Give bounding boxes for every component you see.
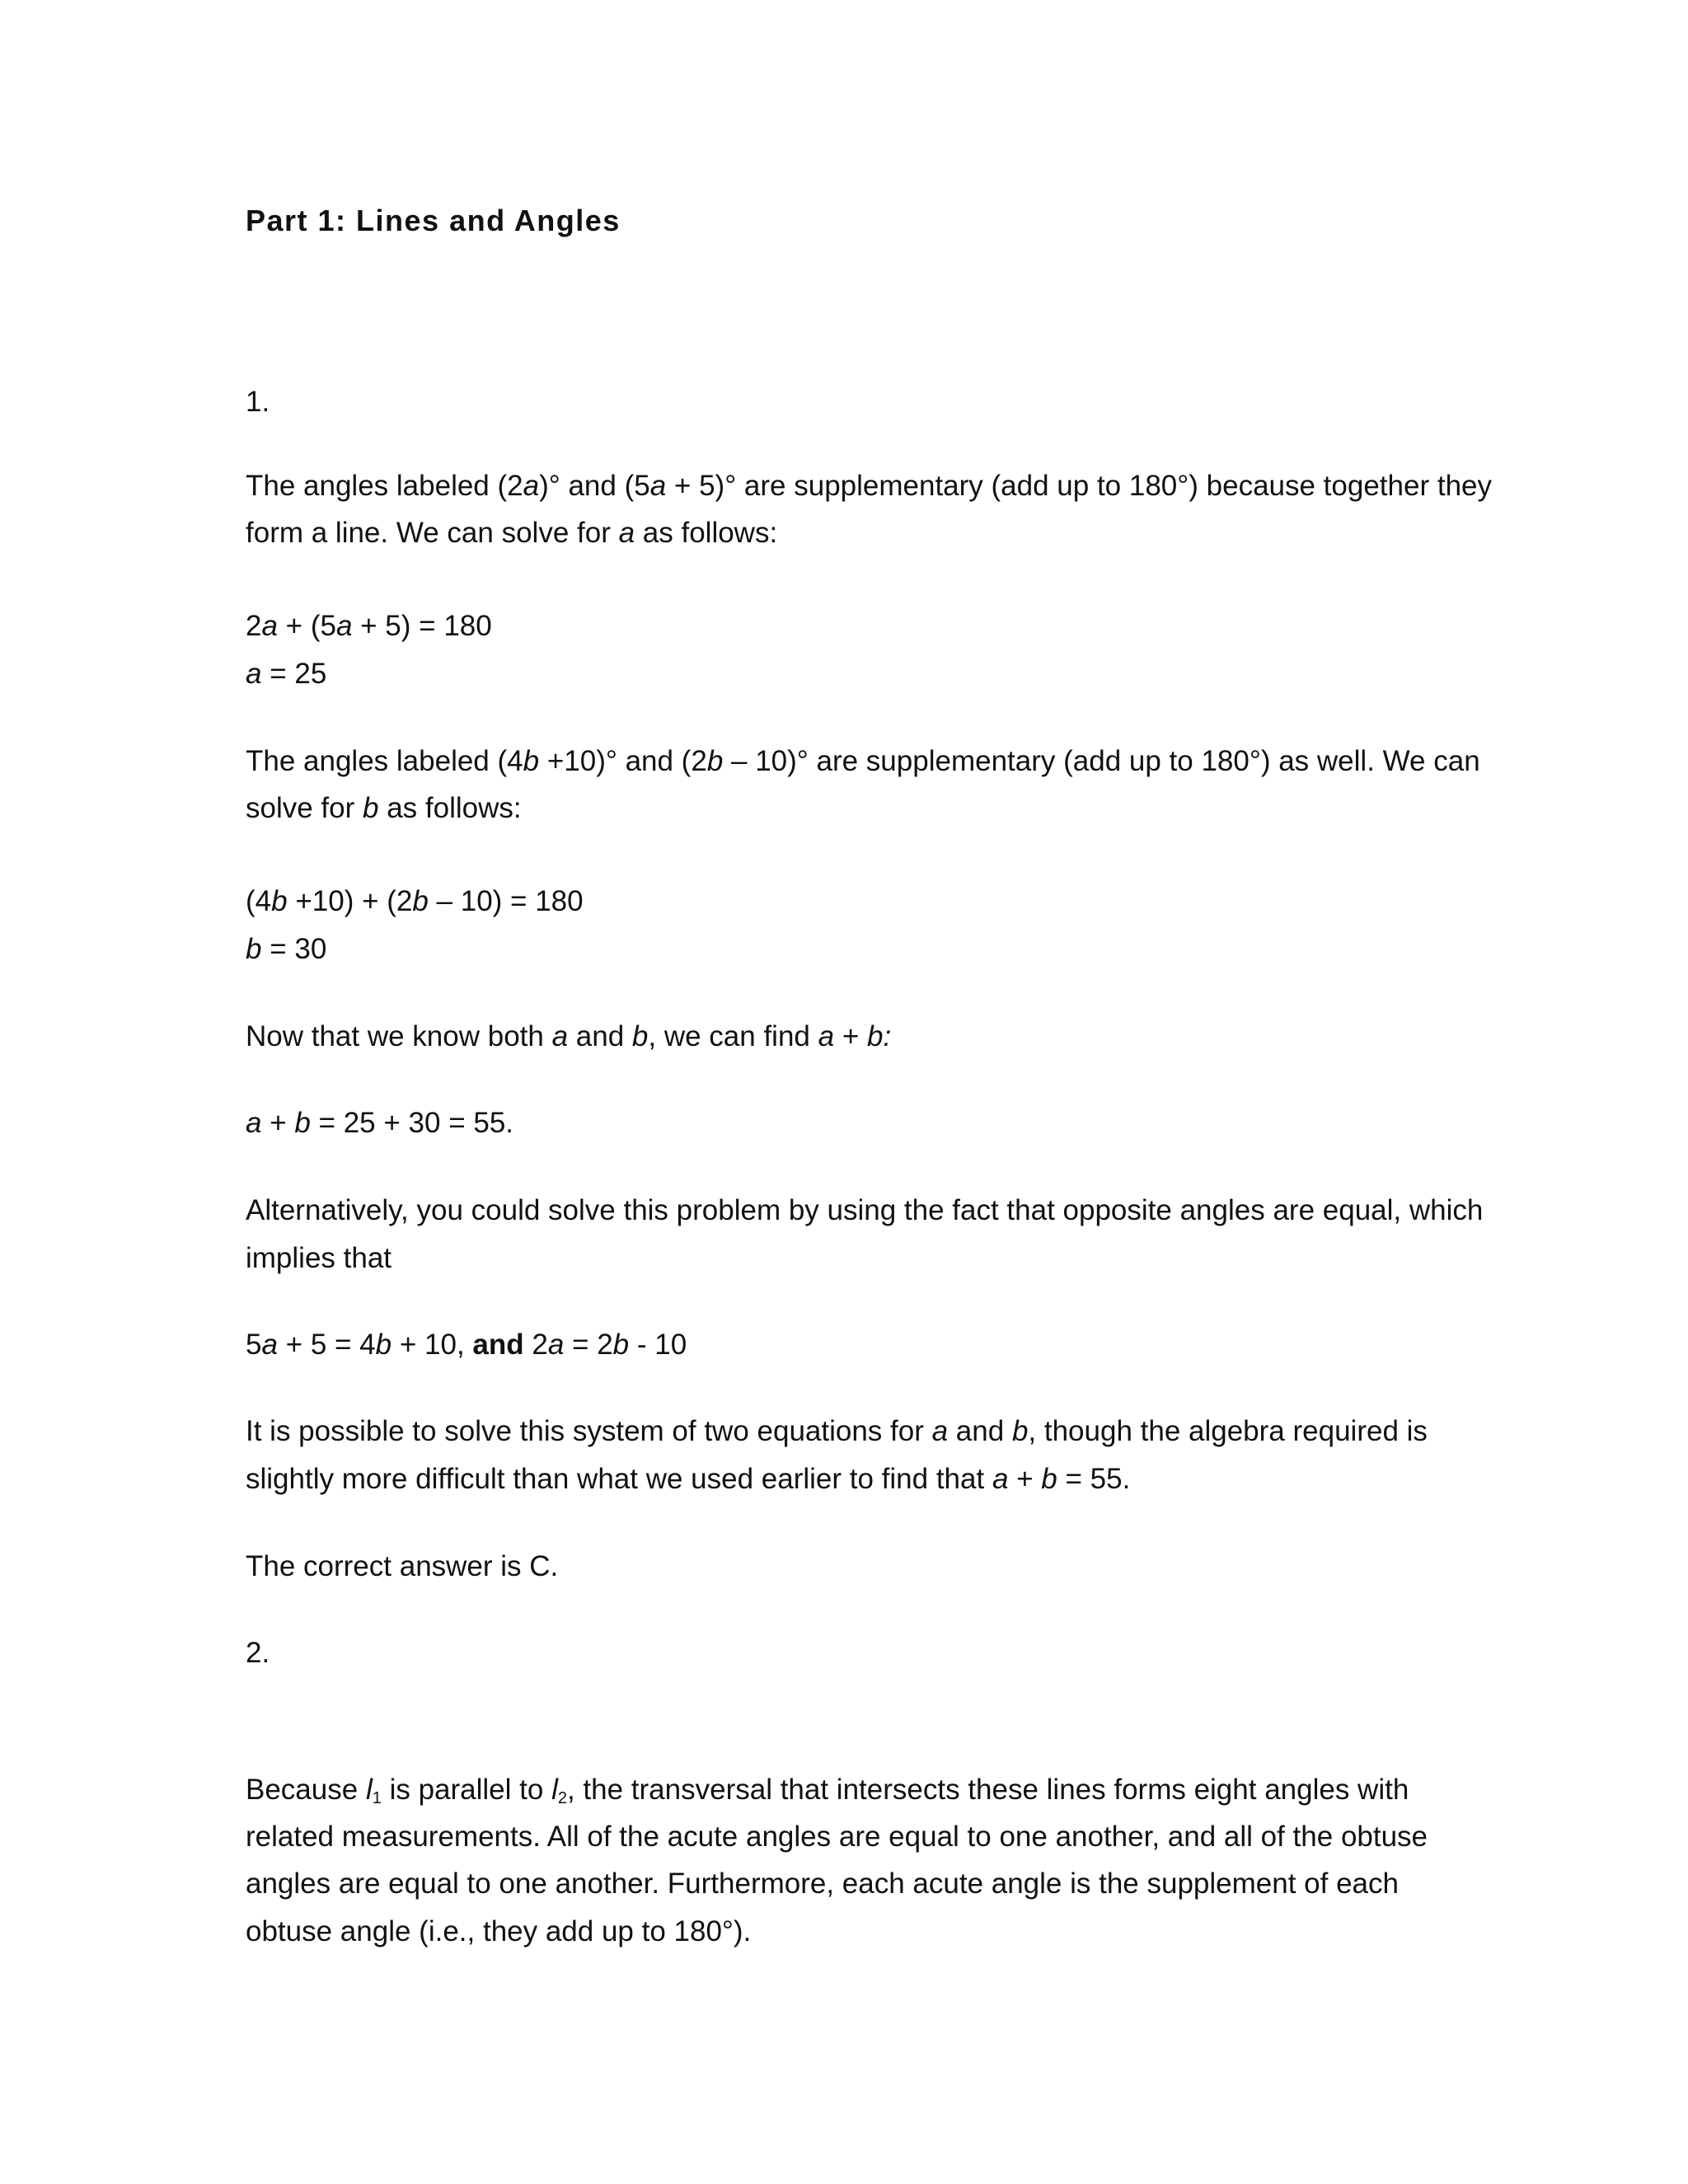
- paragraph-2-line-2: solve for b as follows:: [246, 792, 522, 824]
- paragraph-1-line-2: form a line. We can solve for a as follows:: [246, 517, 778, 549]
- equation-2: a = 25: [246, 658, 327, 690]
- equation-1: 2a + (5a + 5) = 180: [246, 610, 492, 642]
- section-title: Part 1: Lines and Angles: [246, 204, 621, 237]
- equation-6: 5a + 5 = 4b + 10, and 2a = 2b - 10: [246, 1329, 687, 1361]
- paragraph-2-line-1: The angles labeled (4b +10)° and (2b – 10)° are supplementary (add up to 180°) as well. We can: [246, 745, 1480, 777]
- paragraph-6-line-4: obtuse angle (i.e., they add up to 180°).: [246, 1915, 752, 1947]
- paragraph-6-line-1: Because $l_1$ is parallel to $l_2$, the transversal that intersects these lines forms eight angles with: [246, 1774, 1409, 1807]
- paragraph-6-line-2: related measurements. All of the acute angles are equal to one another, and all of the obtuse: [246, 1821, 1428, 1853]
- question-2-number: 2.: [246, 1637, 270, 1669]
- question-1-number: 1.: [246, 386, 270, 418]
- paragraph-1-line-1: The angles labeled (2a)° and (5a + 5)° are supplementary (add up to 180°) because together they: [246, 470, 1492, 502]
- equation-5: a + b = 25 + 30 = 55.: [246, 1107, 514, 1139]
- answer-statement: The correct answer is C.: [246, 1550, 559, 1582]
- paragraph-5-line-1: It is possible to solve this system of two equations for a and b, though the algebra required is: [246, 1415, 1428, 1447]
- paragraph-3: Now that we know both a and b, we can find a + b:: [246, 1020, 892, 1052]
- paragraph-5-line-2: slightly more difficult than what we used earlier to find that a + b = 55.: [246, 1463, 1131, 1495]
- equation-3: (4b +10) + (2b – 10) = 180: [246, 885, 584, 917]
- paragraph-4-line-2: implies that: [246, 1242, 392, 1274]
- paragraph-6-line-3: angles are equal to one another. Furthermore, each acute angle is the supplement of each: [246, 1868, 1399, 1900]
- equation-4: b = 30: [246, 933, 327, 965]
- paragraph-4-line-1: Alternatively, you could solve this problem by using the fact that opposite angles are equal, which: [246, 1194, 1484, 1226]
